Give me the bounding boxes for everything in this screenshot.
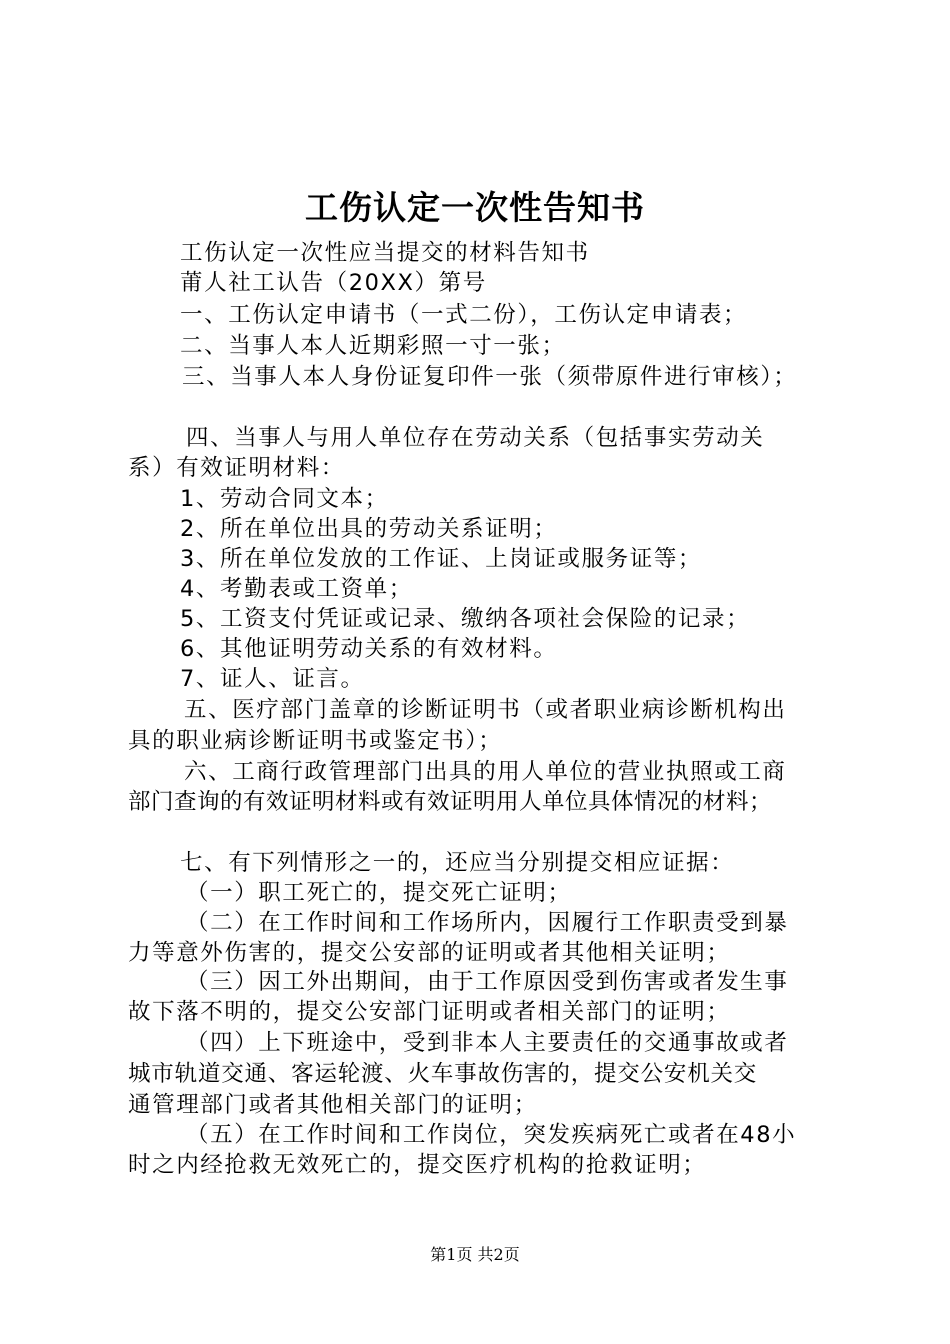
paragraph-line: （三）因工外出期间，由于工作原因受到伤害或者发生事	[186, 969, 789, 995]
paragraph-line: 3、所在单位发放的工作证、上岗证或服务证等；	[180, 546, 703, 572]
paragraph-line: （一）职工死亡的，提交死亡证明；	[186, 880, 572, 906]
paragraph-line: 5、工资支付凭证或记录、缴纳各项社会保险的记录；	[180, 606, 751, 632]
page-indicator: 第1页 共2页	[430, 1245, 520, 1264]
paragraph-line: 6、其他证明劳动关系的有效材料。	[180, 636, 558, 662]
paragraph-line: 7、证人、证言。	[180, 666, 365, 692]
paragraph-line: 部门查询的有效证明材料或有效证明用人单位具体情况的材料；	[128, 789, 773, 815]
paragraph-line: 系）有效证明材料：	[128, 455, 345, 481]
paragraph-line: （五）在工作时间和工作岗位，突发疾病死亡或者在48小	[186, 1122, 797, 1148]
paragraph-line: 一、工伤认定申请书（一式二份），工伤认定申请表；	[180, 302, 748, 328]
paragraph-line: 1、劳动合同文本；	[180, 486, 389, 512]
paragraph-line: 通管理部门或者其他相关部门的证明；	[128, 1092, 538, 1118]
paragraph-line: 力等意外伤害的，提交公安部的证明或者其他相关证明；	[128, 940, 731, 966]
paragraph-line: 时之内经抢救无效死亡的，提交医疗机构的抢救证明；	[128, 1152, 707, 1178]
paragraph-line: 莆人社工认告（20XX）第号	[180, 270, 487, 296]
paragraph-line: 七、有下列情形之一的，还应当分别提交相应证据：	[180, 850, 735, 876]
paragraph-line: （四）上下班途中，受到非本人主要责任的交通事故或者	[186, 1030, 789, 1056]
document-title: 工伤认定一次性告知书	[305, 188, 645, 227]
paragraph-line: 城市轨道交通、客运轮渡、火车事故伤害的，提交公安机关交	[128, 1061, 758, 1087]
paragraph-line: 六、工商行政管理部门出具的用人单位的营业执照或工商	[184, 759, 787, 785]
paragraph-line: 四、当事人与用人单位存在劳动关系（包括事实劳动关	[186, 425, 765, 451]
paragraph-line: 五、医疗部门盖章的诊断证明书（或者职业病诊断机构出	[184, 697, 787, 723]
paragraph-line: 具的职业病诊断证明书或鉴定书）；	[128, 728, 503, 754]
paragraph-line: 工伤认定一次性应当提交的材料告知书	[180, 240, 590, 266]
paragraph-line: （二）在工作时间和工作场所内，因履行工作职责受到暴	[186, 910, 789, 936]
paragraph-line: 二、当事人本人近期彩照一寸一张；	[180, 333, 566, 359]
paragraph-line: 故下落不明的，提交公安部门证明或者相关部门的证明；	[128, 999, 731, 1025]
paragraph-line: 4、考勤表或工资单；	[180, 576, 413, 602]
paragraph-line: 三、当事人本人身份证复印件一张（须带原件进行审核）；	[182, 364, 798, 390]
paragraph-line: 2、所在单位出具的劳动关系证明；	[180, 516, 558, 542]
